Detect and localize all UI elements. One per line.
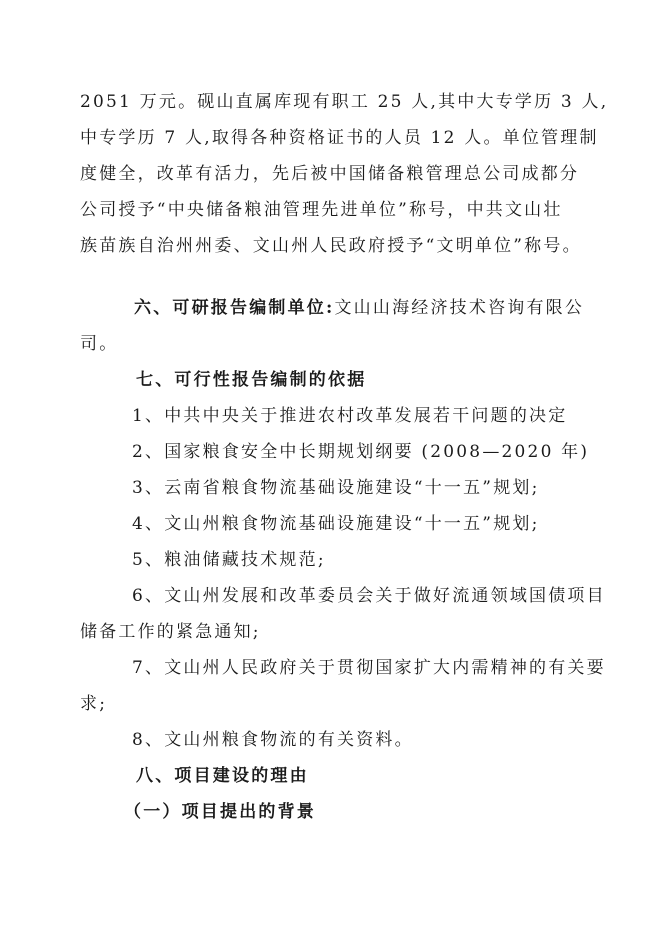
list-item-continuation: 储备工作的紧急通知; [80,622,261,642]
section-6-heading: 六、可研报告编制单位: [134,298,335,318]
paragraph-line: 公司授予“中央储备粮油管理先进单位”称号，中共文山壮 [80,200,563,220]
list-item-continuation: 求; [80,694,108,714]
list-item: 5、粮油储藏技术规范; [132,550,326,570]
paragraph-line: 2051 万元。砚山直属库现有职工 25 人,其中大专学历 3 人, [80,92,609,112]
list-item: 3、云南省粮食物流基础设施建设“十一五”规划; [132,478,540,498]
paragraph-line: 中专学历 7 人,取得各种资格证书的人员 12 人。单位管理制 [80,128,599,148]
list-item: 7、文山州人民政府关于贯彻国家扩大内需精神的有关要 [132,658,606,678]
list-item: 4、文山州粮食物流基础设施建设“十一五”规划; [132,514,540,534]
list-item: 6、文山州发展和改革委员会关于做好流通领域国债项目 [132,586,606,606]
list-item: 1、中共中央关于推进农村改革发展若干问题的决定 [132,406,568,426]
section-6-text: 文山山海经济技术咨询有限公 [334,298,585,318]
list-item: 2、国家粮食安全中长期规划纲要 (2008—2020 年) [132,442,590,462]
section-8-heading: 八、项目建设的理由 [136,766,309,786]
paragraph-line: 度健全，改革有活力，先后被中国储备粮管理总公司成都分 [80,164,580,184]
section-7-heading: 七、可行性报告编制的依据 [136,370,367,390]
list-item: 8、文山州粮食物流的有关资料。 [132,730,414,750]
section-8-subheading: （一）项目提出的背景 [124,802,316,822]
section-6-continuation: 司。 [80,334,119,354]
section-6-line [134,298,584,318]
paragraph-line: 族苗族自治州州委、文山州人民政府授予“文明单位”称号。 [80,236,582,256]
